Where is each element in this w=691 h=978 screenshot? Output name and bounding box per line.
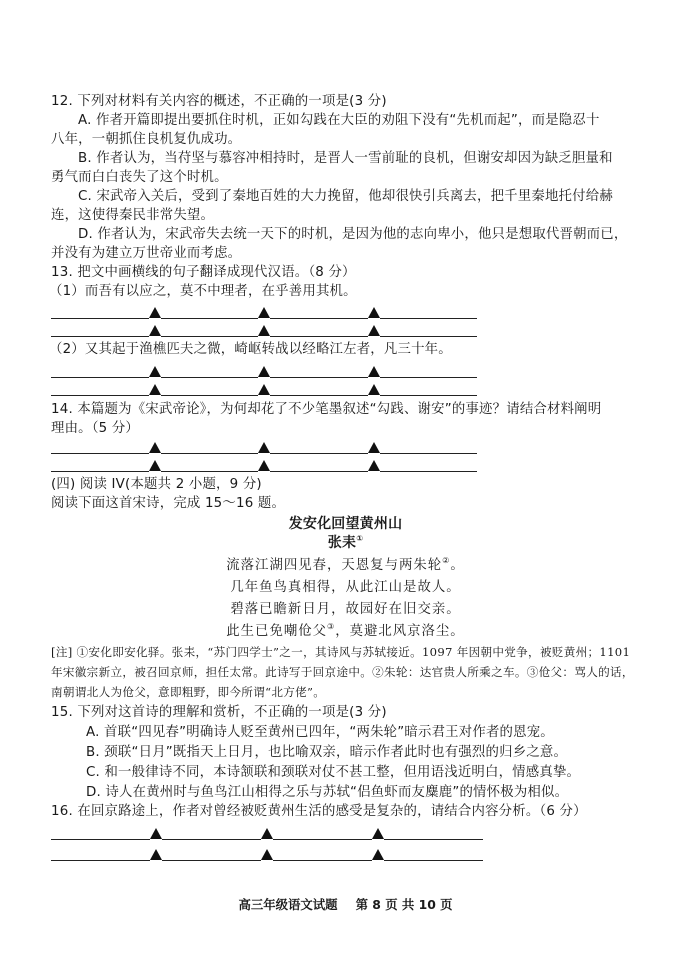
q15-option-c: C. 和一般律诗不同，本诗颔联和颈联对仗不甚工整，但用语浅近明白，情感真挚。 — [86, 765, 581, 780]
answer-marker-triangle-icon — [368, 366, 380, 377]
answer-line-segment[interactable] — [380, 318, 478, 319]
answer-line[interactable] — [51, 323, 477, 337]
answer-line-segment[interactable] — [270, 318, 368, 319]
poem-line — [0, 579, 691, 597]
answer-line-segment[interactable] — [270, 336, 368, 337]
answer-marker-triangle-icon — [368, 307, 380, 318]
poem-line-text: 几年鱼鸟真相得，从此江山是故人。 — [230, 580, 461, 595]
answer-line-segment[interactable] — [161, 395, 259, 396]
footer-title: 高三年级语文试题 — [238, 897, 338, 912]
poem-line-text: 碧落已瞻新日月，故园好在旧交亲。 — [230, 602, 461, 617]
poem-line-text: 流落江湖四见春，天恩复与两朱轮 — [226, 558, 443, 573]
answer-line[interactable] — [51, 305, 477, 319]
poem-line-end: ，莫避北风京洛尘。 — [335, 624, 465, 639]
answer-line-segment[interactable] — [51, 336, 149, 337]
answer-line-segment[interactable] — [270, 471, 368, 472]
q15-option-a: A. 首联“四见春”明确诗人贬至黄州已四年，“两朱轮”暗示君王对作者的恩宠。 — [86, 725, 554, 740]
page-footer — [0, 897, 691, 913]
answer-line-segment[interactable] — [51, 860, 150, 861]
poem-title: 发安化回望黄州山 — [288, 516, 403, 532]
answer-line-segment[interactable] — [270, 395, 368, 396]
q13-sub2: （2）又其起于渔樵匹夫之微，崎岖转战以经略江左者，凡三十年。 — [49, 342, 452, 357]
answer-marker-triangle-icon — [258, 366, 270, 377]
answer-line-segment[interactable] — [270, 453, 368, 454]
answer-line-segment[interactable] — [273, 860, 372, 861]
q16-stem: 16. 在回京路途上，作者对曾经被贬黄州生活的感受是复杂的，请结合内容分析。（6 分） — [51, 804, 587, 819]
answer-marker-triangle-icon — [149, 384, 161, 395]
answer-line-segment[interactable] — [162, 839, 261, 840]
q14-stem-cont: 理由。（5 分） — [51, 421, 140, 436]
answer-line[interactable] — [51, 847, 483, 861]
answer-marker-triangle-icon — [149, 442, 161, 453]
answer-line-segment[interactable] — [380, 453, 478, 454]
footnote-marker: ① — [356, 534, 364, 543]
answer-line-segment[interactable] — [161, 453, 259, 454]
answer-marker-triangle-icon — [258, 384, 270, 395]
answer-marker-triangle-icon — [368, 442, 380, 453]
poem-line-text: 此生已免嘲伧父 — [226, 624, 328, 639]
poem-line — [0, 623, 691, 641]
answer-marker-triangle-icon — [372, 828, 384, 839]
q15-option-b: B. 颈联“日月”既指天上日月，也比喻双亲，暗示作者此时也有强烈的归乡之意。 — [86, 745, 568, 760]
answer-line-segment[interactable] — [270, 377, 368, 378]
q12-option-a-cont: 八年，一朝抓住良机复仇成功。 — [51, 132, 242, 147]
answer-line-segment[interactable] — [384, 839, 483, 840]
q12-option-a: A. 作者开篇即提出要抓住时机，正如勾践在大臣的劝阻下没有“先机而起”，而是隐忍十 — [78, 113, 600, 128]
answer-line-segment[interactable] — [51, 471, 149, 472]
q12-option-d-cont: 并没有为建立万世帝业而考虑。 — [51, 246, 242, 261]
answer-line-segment[interactable] — [51, 377, 149, 378]
answer-line-segment[interactable] — [384, 860, 483, 861]
answer-marker-triangle-icon — [150, 828, 162, 839]
answer-line-segment[interactable] — [51, 453, 149, 454]
section-instruction: 阅读下面这首宋诗，完成 15～16 题。 — [51, 496, 286, 511]
poem-line — [0, 601, 691, 619]
answer-marker-triangle-icon — [149, 307, 161, 318]
answer-marker-triangle-icon — [258, 325, 270, 336]
answer-line[interactable] — [51, 826, 483, 840]
answer-marker-triangle-icon — [368, 325, 380, 336]
q12-option-b: B. 作者认为，当苻坚与慕容冲相持时，是晋人一雪前耻的良机，但谢安却因为缺乏胆量和 — [78, 151, 613, 166]
answer-marker-triangle-icon — [368, 384, 380, 395]
poem-note: [注] ①安化即安化驿。张耒，“苏门四学士”之一，其诗风与苏轼接近。1097 年因朝中党争，被贬黄州；1101 — [51, 645, 631, 659]
poem-line-end: 。 — [450, 558, 465, 573]
answer-marker-triangle-icon — [149, 460, 161, 471]
answer-line-segment[interactable] — [380, 471, 478, 472]
answer-marker-triangle-icon — [150, 849, 162, 860]
answer-line-segment[interactable] — [161, 336, 259, 337]
footnote-marker: ③ — [327, 622, 336, 631]
q13-stem: 13. 把文中画横线的句子翻译成现代汉语。（8 分） — [51, 265, 356, 280]
answer-line-segment[interactable] — [51, 395, 149, 396]
footer-page-number: 第 8 页 共 10 页 — [355, 897, 453, 912]
poem-author-name: 张耒 — [327, 535, 357, 551]
poem-note: 南朝谓北人为伧父，意即粗野，即今所谓“北方佬”。 — [51, 685, 326, 699]
answer-line-segment[interactable] — [380, 377, 478, 378]
answer-marker-triangle-icon — [258, 442, 270, 453]
answer-line[interactable] — [51, 364, 477, 378]
answer-line-segment[interactable] — [162, 860, 261, 861]
q15-option-d: D. 诗人在黄州时与鱼鸟江山相得之乐与苏轼“侣鱼虾而友麋鹿”的情怀极为相似。 — [86, 785, 569, 800]
answer-marker-triangle-icon — [258, 460, 270, 471]
answer-line-segment[interactable] — [161, 318, 259, 319]
answer-line-segment[interactable] — [161, 471, 259, 472]
q12-option-c: C. 宋武帝入关后，受到了秦地百姓的大力挽留，他却很快引兵离去，把千里秦地托付给赫 — [78, 189, 613, 204]
answer-line-segment[interactable] — [273, 839, 372, 840]
q12-option-b-cont: 勇气而白白丧失了这个时机。 — [51, 170, 228, 185]
answer-line[interactable] — [51, 382, 477, 396]
answer-line-segment[interactable] — [51, 318, 149, 319]
answer-line-segment[interactable] — [161, 377, 259, 378]
q12-stem: 12. 下列对材料有关内容的概述，不正确的一项是(3 分) — [51, 94, 387, 109]
q13-sub1: （1）而吾有以应之，莫不中理者，在乎善用其机。 — [49, 284, 357, 299]
q14-stem: 14. 本篇题为《宋武帝论》，为何却花了不少笔墨叙述“勾践、谢安”的事迹？请结合材料阐明 — [51, 402, 602, 417]
answer-marker-triangle-icon — [149, 366, 161, 377]
answer-marker-triangle-icon — [149, 325, 161, 336]
answer-line-segment[interactable] — [51, 839, 150, 840]
answer-line[interactable] — [51, 440, 477, 454]
answer-marker-triangle-icon — [258, 307, 270, 318]
poem-note: 年宋徽宗新立，被召回京师，担任太常。此诗写于回京途中。②朱轮：达官贵人所乘之车。③伧父：骂人的话， — [51, 665, 634, 679]
answer-line[interactable] — [51, 458, 477, 472]
answer-marker-triangle-icon — [372, 849, 384, 860]
q12-option-d: D. 作者认为，宋武帝失去统一天下的时机，是因为他的志向卑小，他只是想取代晋朝而已， — [78, 227, 628, 242]
answer-line-segment[interactable] — [380, 336, 478, 337]
answer-marker-triangle-icon — [261, 849, 273, 860]
answer-line-segment[interactable] — [380, 395, 478, 396]
q15-stem: 15. 下列对这首诗的理解和赏析，不正确的一项是(3 分) — [51, 705, 387, 720]
q12-option-c-cont: 连，这使得秦民非常失望。 — [51, 208, 215, 223]
answer-marker-triangle-icon — [261, 828, 273, 839]
poem-line — [0, 557, 691, 575]
poem-author — [0, 534, 691, 552]
answer-marker-triangle-icon — [368, 460, 380, 471]
section-heading: (四) 阅读 IV(本题共 2 小题，9 分) — [51, 477, 262, 492]
footnote-marker: ② — [442, 556, 451, 565]
